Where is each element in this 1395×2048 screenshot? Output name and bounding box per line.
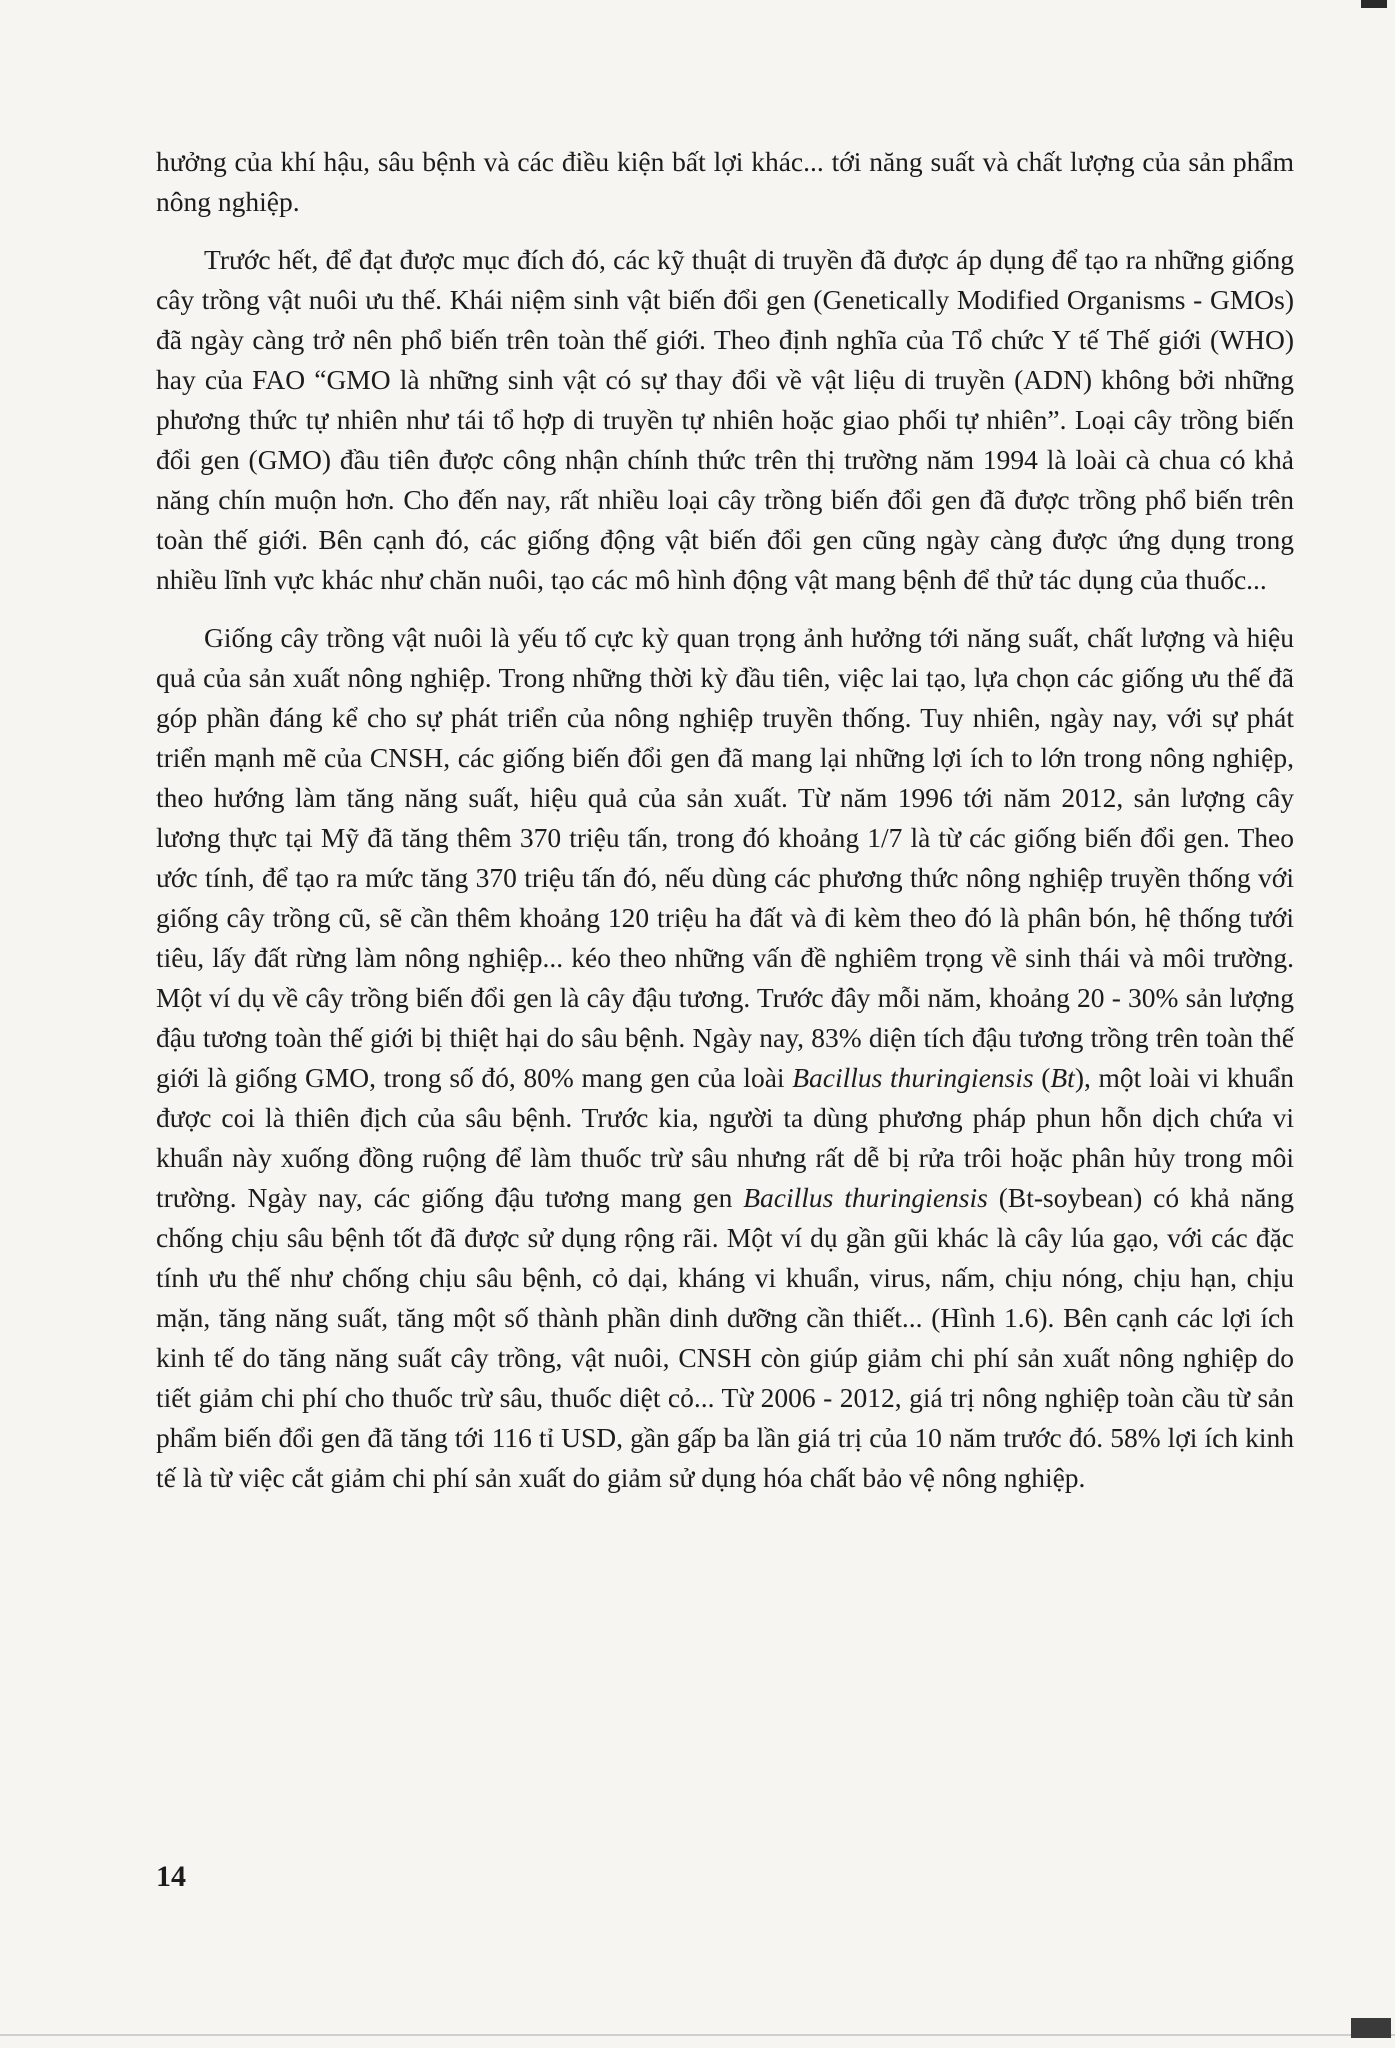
paragraph-gmo-benefits	[156, 618, 1294, 1498]
text-segment: ), một loài vi khuẩn được coi là thiên địch của sâu bệnh. Trước kia, người ta dùng phương pháp phun hỗn dịch chứa vi khuẩn này xuống đồng ruộng để làm thuốc trừ sâu nhưng rất dễ bị rửa trôi hoặc phân hủy trong môi trường. Ngày nay, các giống đậu tương mang gen	[156, 1062, 1295, 1213]
text-segment: (	[1033, 1062, 1051, 1093]
species-name-italic: Bacillus thuringiensis	[743, 1182, 988, 1213]
body-text	[156, 142, 1294, 1516]
paragraph-gmo-definition: Trước hết, để đạt được mục đích đó, các kỹ thuật di truyền đã được áp dụng để tạo ra những giống cây trồng vật nuôi ưu thế. Khái niệm sinh vật biến đổi gen (Genetically Modified Organisms - GMOs) đã ngày càng trở nên phổ biến trên toàn thế giới. Theo định nghĩa của Tổ chức Y tế Thế giới (WHO) hay của FAO “GMO là những sinh vật có sự thay đổi về vật liệu di truyền (ADN) không bởi những phương thức tự nhiên như tái tổ hợp di truyền tự nhiên hoặc giao phối tự nhiên”. Loại cây trồng biến đổi gen (GMO) đầu tiên được công nhận chính thức trên thị trường năm 1994 là loài cà chua có khả năng chín muộn hơn. Cho đến nay, rất nhiều loại cây trồng biến đổi gen đã được trồng phổ biến trên toàn thế giới. Bên cạnh đó, các giống động vật biến đổi gen cũng ngày càng được ứng dụng trong nhiều lĩnh vực khác như chăn nuôi, tạo các mô hình động vật mang bệnh để thử tác dụng của thuốc...	[156, 244, 1294, 595]
species-name-italic: Bacillus thuringiensis	[792, 1062, 1034, 1093]
page-number: 14	[156, 1860, 186, 1893]
scan-corner-mark	[1351, 2018, 1391, 2038]
abbreviation-italic: Bt	[1050, 1062, 1075, 1093]
text-segment: (Bt-soybean) có khả năng chống chịu sâu bệnh tốt đã được sử dụng rộng rãi. Một ví dụ gần gũi khác là cây lúa gạo, với các đặc tính ưu thế như chống chịu sâu bệnh, cỏ dại, kháng vi khuẩn, virus, nấm, chịu nóng, chịu hạn, chịu mặn, tăng năng suất, tăng một số thành phần dinh dưỡng cần thiết... (Hình 1.6). Bên cạnh các lợi ích kinh tế do tăng năng suất cây trồng, vật nuôi, CNSH còn giúp giảm chi phí sản xuất nông nghiệp do tiết giảm chi phí cho thuốc trừ sâu, thuốc diệt cỏ... Từ 2006 - 2012, giá trị nông nghiệp toàn cầu từ sản phẩm biến đổi gen đã tăng tới 116 tỉ USD, gần gấp ba lần giá trị của 10 năm trước đó. 58% lợi ích kinh tế là từ việc cắt giảm chi phí sản xuất do giảm sử dụng hóa chất bảo vệ nông nghiệp.	[156, 1182, 1295, 1493]
scan-edge-line	[0, 2034, 1395, 2036]
paragraph-continuation: hưởng của khí hậu, sâu bệnh và các điều kiện bất lợi khác... tới năng suất và chất lượng của sản phẩm nông nghiệp.	[156, 146, 1294, 217]
text-segment: Giống cây trồng vật nuôi là yếu tố cực kỳ quan trọng ảnh hưởng tới năng suất, chất lượng và hiệu quả của sản xuất nông nghiệp. Trong những thời kỳ đầu tiên, việc lai tạo, lựa chọn các giống ưu thế đã góp phần đáng kể cho sự phát triển của nông nghiệp truyền thống. Tuy nhiên, ngày nay, với sự phát triển mạnh mẽ của CNSH, các giống biến đổi gen đã mang lại những lợi ích to lớn trong nông nghiệp, theo hướng làm tăng năng suất, hiệu quả của sản xuất. Từ năm 1996 tới năm 2012, sản lượng cây lương thực tại Mỹ đã tăng thêm 370 triệu tấn, trong đó khoảng 1/7 là từ các giống biến đổi gen. Theo ước tính, để tạo ra mức tăng 370 triệu tấn đó, nếu dùng các phương thức nông nghiệp truyền thống với giống cây trồng cũ, sẽ cần thêm khoảng 120 triệu ha đất và đi kèm theo đó là phân bón, hệ thống tưới tiêu, lấy đất rừng làm nông nghiệp... kéo theo những vấn đề nghiêm trọng về sinh thái và môi trường. Một ví dụ về cây trồng biến đổi gen là cây đậu tương. Trước đây mỗi năm, khoảng 20 - 30% sản lượng đậu tương toàn thế giới bị thiệt hại do sâu bệnh. Ngày nay, 83% diện tích đậu tương trồng trên toàn thế giới là giống GMO, trong số đó, 80% mang gen của loài	[156, 622, 1294, 1093]
scan-corner-mark	[1361, 0, 1387, 8]
